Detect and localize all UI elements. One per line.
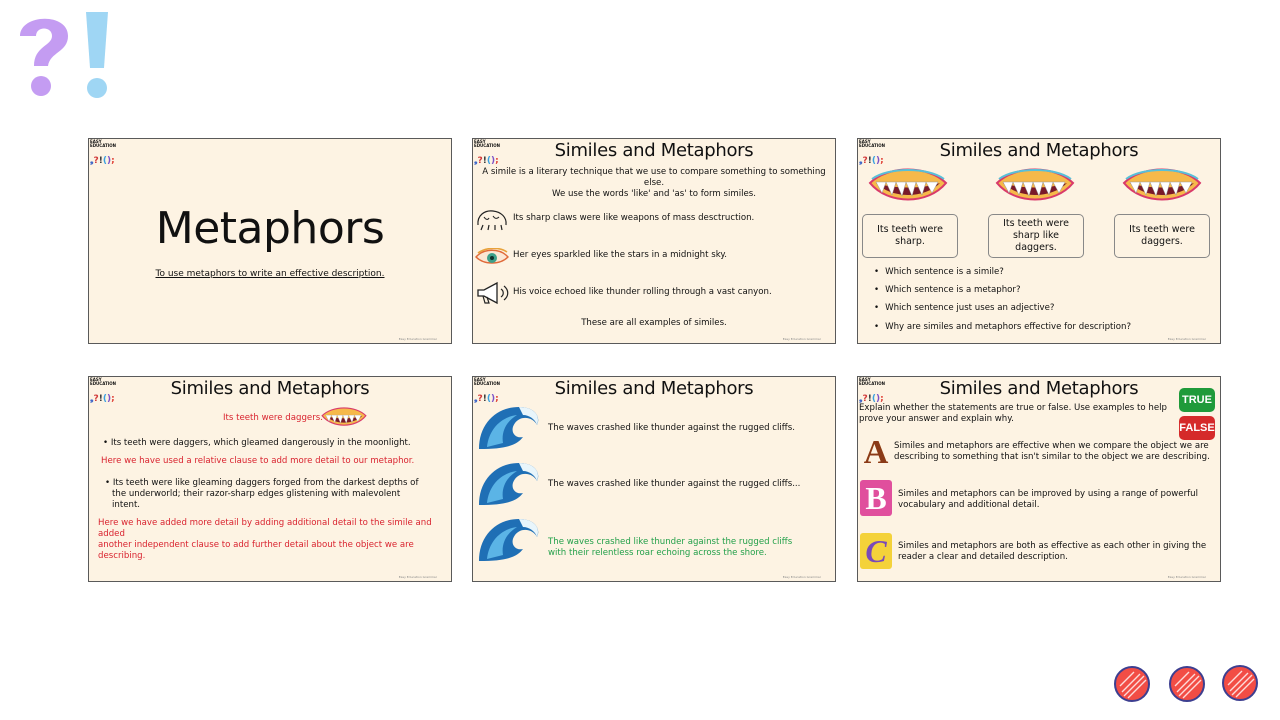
statement-b: Similes and metaphors can be improved by using a range of powerful vocabulary and additional detail. [898, 489, 1198, 510]
metaphor-headline: Its teeth were daggers. [223, 413, 323, 423]
slide-2-thumbnail[interactable] [472, 138, 836, 344]
question-exclaim-logo-icon [12, 8, 116, 104]
sentence-box-metaphor: Its teeth were daggers. [1114, 214, 1210, 258]
statement-a: Similes and metaphors are effective when we compare the object we are describing to something that isn't similar to the object we are describing. [894, 441, 1210, 462]
explanation-note-1: Here we have used a relative clause to add more detail to our metaphor. [101, 456, 415, 466]
question-item: • Which sentence is a simile? [874, 263, 1131, 281]
wave-icon [477, 459, 543, 507]
true-badge: TRUE [1179, 388, 1215, 412]
statement-c: Similes and metaphors are both as effective as each other in giving the reader a clear and detailed description. [898, 541, 1207, 562]
mini-logo-icon: EASY EDUCATION ❟?!(); [90, 377, 116, 404]
monster-teeth-icon [995, 165, 1075, 209]
question-item: • Which sentence just uses an adjective? [874, 299, 1131, 317]
wave-icon [477, 515, 543, 563]
mini-logo-icon: EASY EDUCATION ❟?!(); [859, 139, 885, 166]
slide-title: Metaphors [155, 203, 385, 254]
wave-sentence-2: The waves crashed like thunder against the rugged cliffs... [548, 479, 801, 489]
simile-example-2: Her eyes sparkled like the stars in a midnight sky. [513, 250, 727, 260]
sentence-box-adjective: Its teeth were sharp. [862, 214, 958, 258]
mini-logo-icon: EASY EDUCATION ❟?!(); [474, 377, 500, 404]
simile-example-3: His voice echoed like thunder rolling through a vast canyon. [513, 287, 772, 297]
mini-logo-icon: EASY EDUCATION ❟?!(); [474, 139, 500, 166]
example-sentence-2: • Its teeth were like gleaming daggers forged from the darkest depths of the underworld; their razor-sharp edges glistening with malevolent intent. [105, 478, 419, 510]
slide-title: Similes and Metaphors [554, 140, 754, 161]
slide-footer: Easy Education Grammar [1167, 337, 1206, 341]
example-sentence-1: • Its teeth were daggers, which gleamed dangerously in the moonlight. [103, 438, 411, 448]
slide-footer: Easy Education Grammar [782, 575, 821, 579]
slide-5-thumbnail[interactable] [472, 376, 836, 582]
monster-teeth-icon [868, 165, 948, 209]
slide-footer: Easy Education Grammar [398, 337, 437, 341]
task-instructions: Explain whether the statements are true or false. Use examples to help prove your answer and explain why. [859, 403, 1167, 424]
question-item: • Why are similes and metaphors effective for description? [874, 318, 1131, 336]
mini-logo-icon: EASY EDUCATION ❟?!(); [859, 377, 885, 404]
scribble-badge-icon [1114, 666, 1150, 702]
slide-3-thumbnail[interactable] [857, 138, 1221, 344]
statement-a-icon: A [860, 435, 892, 471]
scribble-badge-icon [1169, 666, 1205, 702]
slide-1-thumbnail[interactable] [88, 138, 452, 344]
question-item: • Which sentence is a metaphor? [874, 281, 1131, 299]
simile-definition: A simile is a literary technique that we use to compare something to something else. We use the words 'like' and 'as' to form similes. [482, 167, 826, 199]
slide-title: Similes and Metaphors [170, 378, 370, 399]
slide-4-thumbnail[interactable] [88, 376, 452, 582]
wave-sentence-3: The waves crashed like thunder against the rugged cliffs with their relentless roar echoing across the shore. [548, 537, 793, 558]
statement-b-icon: B [860, 480, 892, 516]
learning-objective: To use metaphors to write an effective description. [155, 269, 385, 279]
monster-teeth-icon [321, 405, 367, 431]
explanation-note-2: Here we have added more detail by adding additional detail to the simile and added another independent clause to add further detail about the object we are describing. [98, 518, 432, 561]
scribble-badge-icon [1222, 665, 1258, 701]
sentence-box-simile: Its teeth were sharp like daggers. [988, 214, 1084, 258]
discussion-questions [874, 263, 1131, 336]
claw-icon [475, 207, 509, 231]
wave-icon [477, 403, 543, 451]
mini-logo-icon: EASY EDUCATION ❟?!(); [90, 139, 116, 166]
slide-footer: Easy Education Grammar [1167, 575, 1206, 579]
wave-sentence-1: The waves crashed like thunder against the rugged cliffs. [548, 423, 795, 433]
slide-title: Similes and Metaphors [939, 378, 1139, 399]
slide-footer: Easy Education Grammar [398, 575, 437, 579]
slide-title: Similes and Metaphors [939, 140, 1139, 161]
statement-c-icon: C [860, 533, 892, 569]
megaphone-icon [475, 281, 511, 305]
slide-title: Similes and Metaphors [554, 378, 754, 399]
monster-teeth-icon [1122, 165, 1202, 209]
slide-footer: Easy Education Grammar [782, 337, 821, 341]
slide-6-thumbnail[interactable] [857, 376, 1221, 582]
simile-conclusion: These are all examples of similes. [581, 318, 727, 328]
simile-example-1: Its sharp claws were like weapons of mass desctruction. [513, 213, 755, 223]
false-badge: FALSE [1179, 416, 1215, 440]
eye-icon [474, 248, 510, 266]
